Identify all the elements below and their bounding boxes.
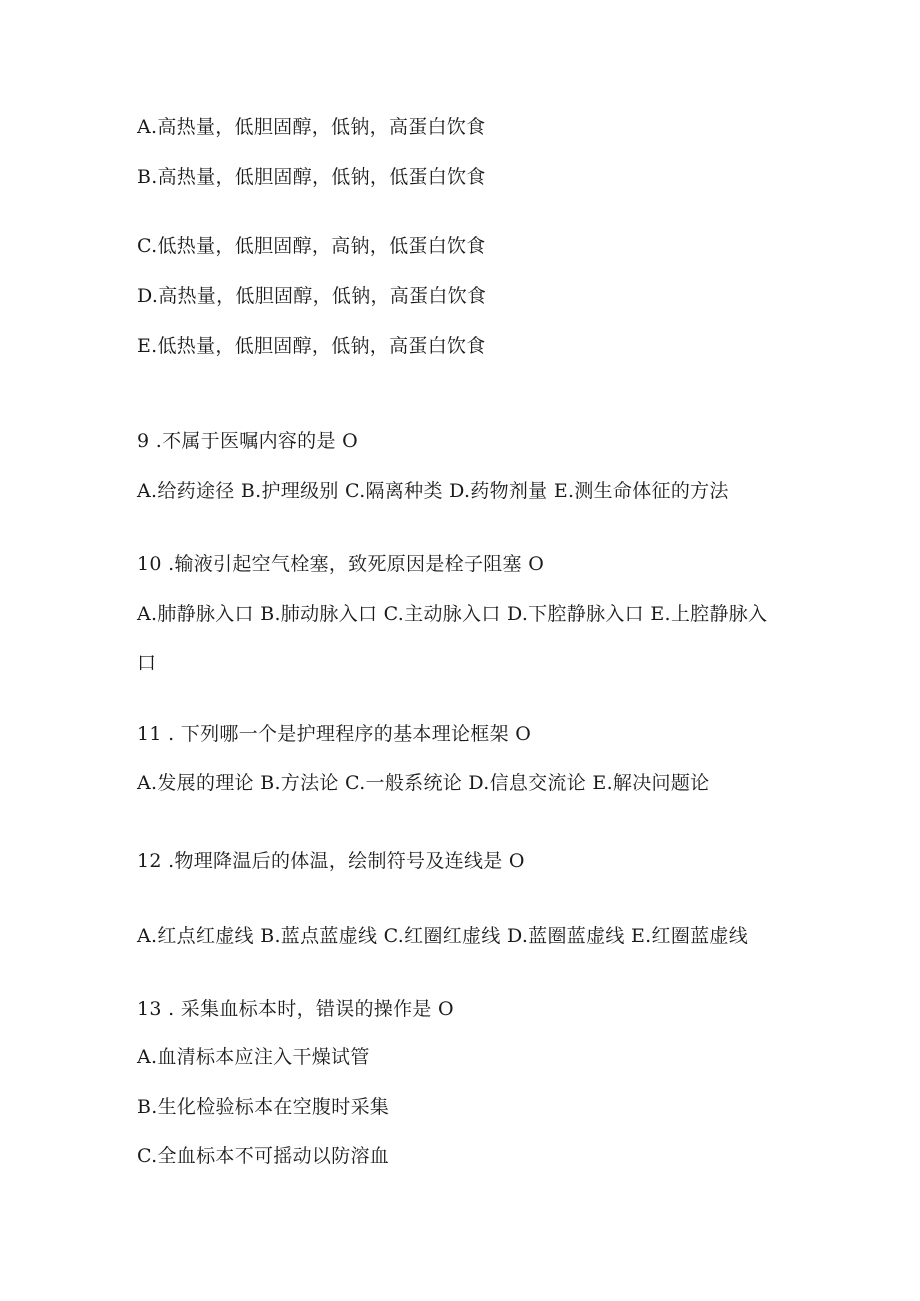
option-c-q13: C.全血标本不可摇动以防溶血 — [137, 1145, 390, 1167]
options-q12: A.红点红虚线 B.蓝点蓝虚线 C.红圈红虚线 D.蓝圈蓝虚线 E.红圈蓝虚线 — [137, 925, 749, 947]
option-a-q8: A.高热量，低胆固醇，低钠，高蛋白饮食 — [137, 116, 486, 138]
question-9: 9 .不属于医嘱内容的是 O — [137, 430, 358, 452]
options-q9: A.给药途径 B.护理级别 C.隔离种类 D.药物剂量 E.测生命体征的方法 — [137, 480, 729, 502]
question-13: 13 . 采集血标本时，错误的操作是 O — [137, 998, 454, 1020]
option-d-q8: D.高热量，低胆固醇，低钠，高蛋白饮食 — [137, 285, 487, 307]
option-e-q8: E.低热量，低胆固醇，低钠，高蛋白饮食 — [137, 335, 486, 357]
question-12: 12 .物理降温后的体温，绘制符号及连线是 O — [137, 850, 525, 872]
option-b-q8: B.高热量，低胆固醇，低钠，低蛋白饮食 — [137, 166, 486, 188]
options-q10: A.肺静脉入口 B.肺动脉入口 C.主动脉入口 D.下腔静脉入口 E.上腔静脉入 — [137, 603, 768, 625]
question-10: 10 .输液引起空气栓塞，致死原因是栓子阻塞 O — [137, 553, 545, 575]
option-c-q8: C.低热量，低胆固醇，高钠，低蛋白饮食 — [137, 235, 486, 257]
options-q11: A.发展的理论 B.方法论 C.一般系统论 D.信息交流论 E.解决问题论 — [137, 772, 710, 794]
option-a-q13: A.血清标本应注入干燥试管 — [137, 1046, 370, 1068]
option-b-q13: B.生化检验标本在空腹时采集 — [137, 1096, 390, 1118]
options-q10-continued: 口 — [137, 652, 157, 674]
question-11: 11 . 下列哪一个是护理程序的基本理论框架 O — [137, 723, 532, 745]
